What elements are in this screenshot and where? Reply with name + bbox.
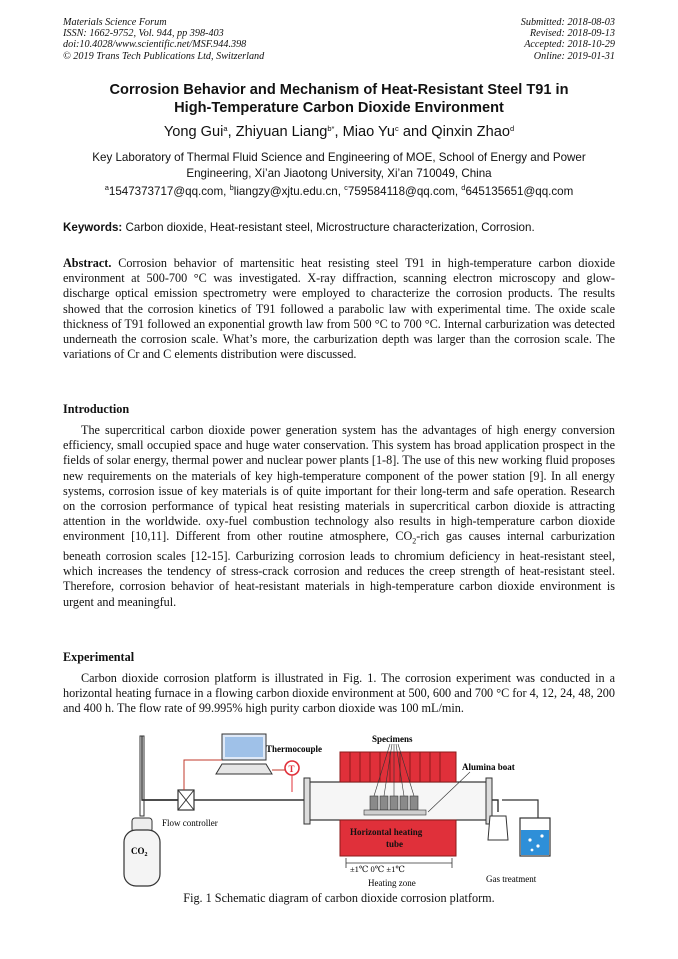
abstract-label: Abstract.	[63, 256, 112, 270]
introduction-heading: Introduction	[63, 402, 130, 416]
author-4: Qinxin Zhao	[431, 124, 510, 140]
platform-schematic	[118, 730, 558, 890]
co2-label: $CO_2$	[131, 846, 148, 858]
keywords	[63, 221, 615, 234]
author-sep: ,	[227, 124, 236, 140]
temperature-labels: ±1℃ 0℃ ±1℃	[350, 864, 405, 874]
alumina-boat	[364, 810, 426, 815]
heating-zone-label: Heating zone	[368, 878, 416, 888]
paper-title	[63, 82, 615, 117]
author-1: Yong Gui	[163, 124, 224, 140]
author-1-sup: a	[223, 124, 228, 133]
author-2-sup: b*	[327, 124, 335, 133]
computer-icon	[216, 734, 272, 774]
email-d: 645135651@qq.com	[465, 185, 574, 198]
revised-date: Revised: 2018-09-13	[529, 28, 615, 40]
gas-treatment-label: Gas treatment	[486, 874, 537, 884]
figure-caption: Fig. 1 Schematic diagram of carbon dioxide corrosion platform.	[183, 891, 495, 905]
thermocouple-label: Thermocouple	[266, 744, 322, 754]
email-sup: d	[461, 183, 466, 192]
journal-name: Materials Science Forum	[63, 17, 167, 28]
affiliation-line-1: Key Laboratory of Thermal Fluid Science and Engineering of MOE, School of Energy and Power	[92, 151, 586, 164]
issn: ISSN: 1662-9752, Vol. 944, pp 398-403	[63, 28, 224, 40]
specimens-label: Specimens	[372, 734, 413, 744]
author-3: Miao Yu	[342, 124, 396, 140]
abstract-text: Corrosion behavior of martensitic heat resisting steel T91 in high-temperature carbon dioxide environment at 500-700 °C was investigated. X-ray diffraction, scanning electron microscopy and glow-discharge optical emission spectrometry were employed to characterize the corrosion products. The results showed that the corrosion kinetics of T91 followed a parabolic law with experimental time. The oxide scale thickness of T91 followed an exponential growth law from 500 °C to 700 °C. Internal carburization was detected underneath the corrosion scale. What’s more, the carburization depth was larger than the corrosion scale. The variations of Cr and C elements distribution were discussed.	[63, 256, 615, 362]
title-line-2: High-Temperature Carbon Dioxide Environment	[174, 99, 504, 116]
keywords-label: Keywords:	[63, 221, 123, 234]
author-2: Zhiyuan Liang	[235, 124, 328, 140]
intro-text: The supercritical carbon dioxide power generation system has the advantages of high energy conversion efficiency, small occupied space and huge water conservation. This system has broad application prospect in the fields of solar energy, thermal power and nuclear power plants [1-8]. The use of this new working fluid proposes new requirements on the materials of key high-temperature component of the power station [9]. In all energy systems, corrosion issue of key materials is of quite important for their long-term and safe operation. Research on the corrosion performance of typical heat resisting materials in supercritical carbon dioxide is attracting attention in the worldwide. oxy-fuel combustion technology also results in high-temperature carbon dioxide environment [10,11]. Different from other routine atmosphere, CO	[63, 423, 615, 544]
experimental-paragraph: Carbon dioxide corrosion platform is illustrated in Fig. 1. The corrosion experiment was conducted in a horizontal heating furnace in a flowing carbon dioxide environment at 500, 600 and 700 °C for 4, 12, 24, 48, 200 and 400 h. The flow rate of 99.995% high purity carbon dioxide was 100 mL/min.	[63, 671, 615, 716]
email-sup: c	[344, 183, 348, 192]
affiliation	[63, 150, 615, 181]
author-emails	[63, 185, 615, 198]
specimens	[370, 796, 418, 810]
doi: doi:10.4028/www.scientific.net/MSF.944.398	[63, 39, 247, 51]
figure-1	[118, 730, 558, 890]
author-4-sup: d	[509, 124, 515, 133]
title-line-1: Corrosion Behavior and Mechanism of Heat-Resistant Steel T91 in	[109, 82, 569, 98]
heating-tube-label-1: Horizontal heating	[350, 827, 423, 837]
heating-tube-label-2: tube	[386, 839, 404, 849]
bubbler-inlet	[502, 800, 538, 820]
co2-subscript: 2	[412, 536, 417, 546]
alumina-boat-label: Alumina boat	[462, 762, 515, 772]
email-b: liangzy@xjtu.edu.cn,	[233, 185, 345, 198]
affiliation-line-2: Engineering, Xi’an Jiaotong University, Xi’an 710049, China	[186, 166, 492, 180]
flow-controller-label: Flow controller	[162, 818, 218, 828]
intro-text-rest: -rich gas causes internal carburization beneath corrosion scales [12-15]. Carburizing corrosion leads to chromium deficiency in heat-resistant steel, which increases the tendency of stress-crack corrosion and reduces the creep strength of heat-resistant steel. Therefore, corrosion behavior of heat-resistant materials in high-temperature carbon dioxide environment is urgent and meaningful.	[63, 529, 615, 609]
email-sup: a	[104, 183, 109, 192]
heater-bottom	[340, 820, 456, 856]
accepted-date: Accepted: 2018-10-29	[524, 39, 615, 51]
email-c: 759584118@qq.com,	[347, 185, 462, 198]
author-sep: and	[398, 124, 432, 140]
author-list	[63, 124, 615, 140]
copyright: © 2019 Trans Tech Publications Ltd, Switzerland	[63, 50, 265, 62]
experimental-heading: Experimental	[63, 650, 135, 664]
abstract	[63, 256, 615, 362]
email-a: 1547373717@qq.com,	[108, 185, 230, 198]
author-sep: ,	[334, 124, 343, 140]
author-3-sup: c	[395, 124, 399, 133]
introduction-paragraph	[63, 423, 615, 610]
outlet-line	[492, 800, 498, 812]
flow-controller	[178, 790, 194, 810]
keywords-text: Carbon dioxide, Heat-resistant steel, Microstructure characterization, Corrosion.	[122, 221, 535, 234]
submitted-date: Submitted: 2018-08-03	[520, 17, 615, 28]
gas-line	[142, 736, 178, 800]
control-wire	[184, 760, 222, 790]
thermocouple-symbol: T	[288, 764, 295, 774]
email-sup: b	[229, 183, 234, 192]
online-date: Online: 2019-01-31	[533, 50, 615, 62]
funnel	[488, 816, 508, 840]
gas-treatment-vessel	[520, 818, 550, 856]
